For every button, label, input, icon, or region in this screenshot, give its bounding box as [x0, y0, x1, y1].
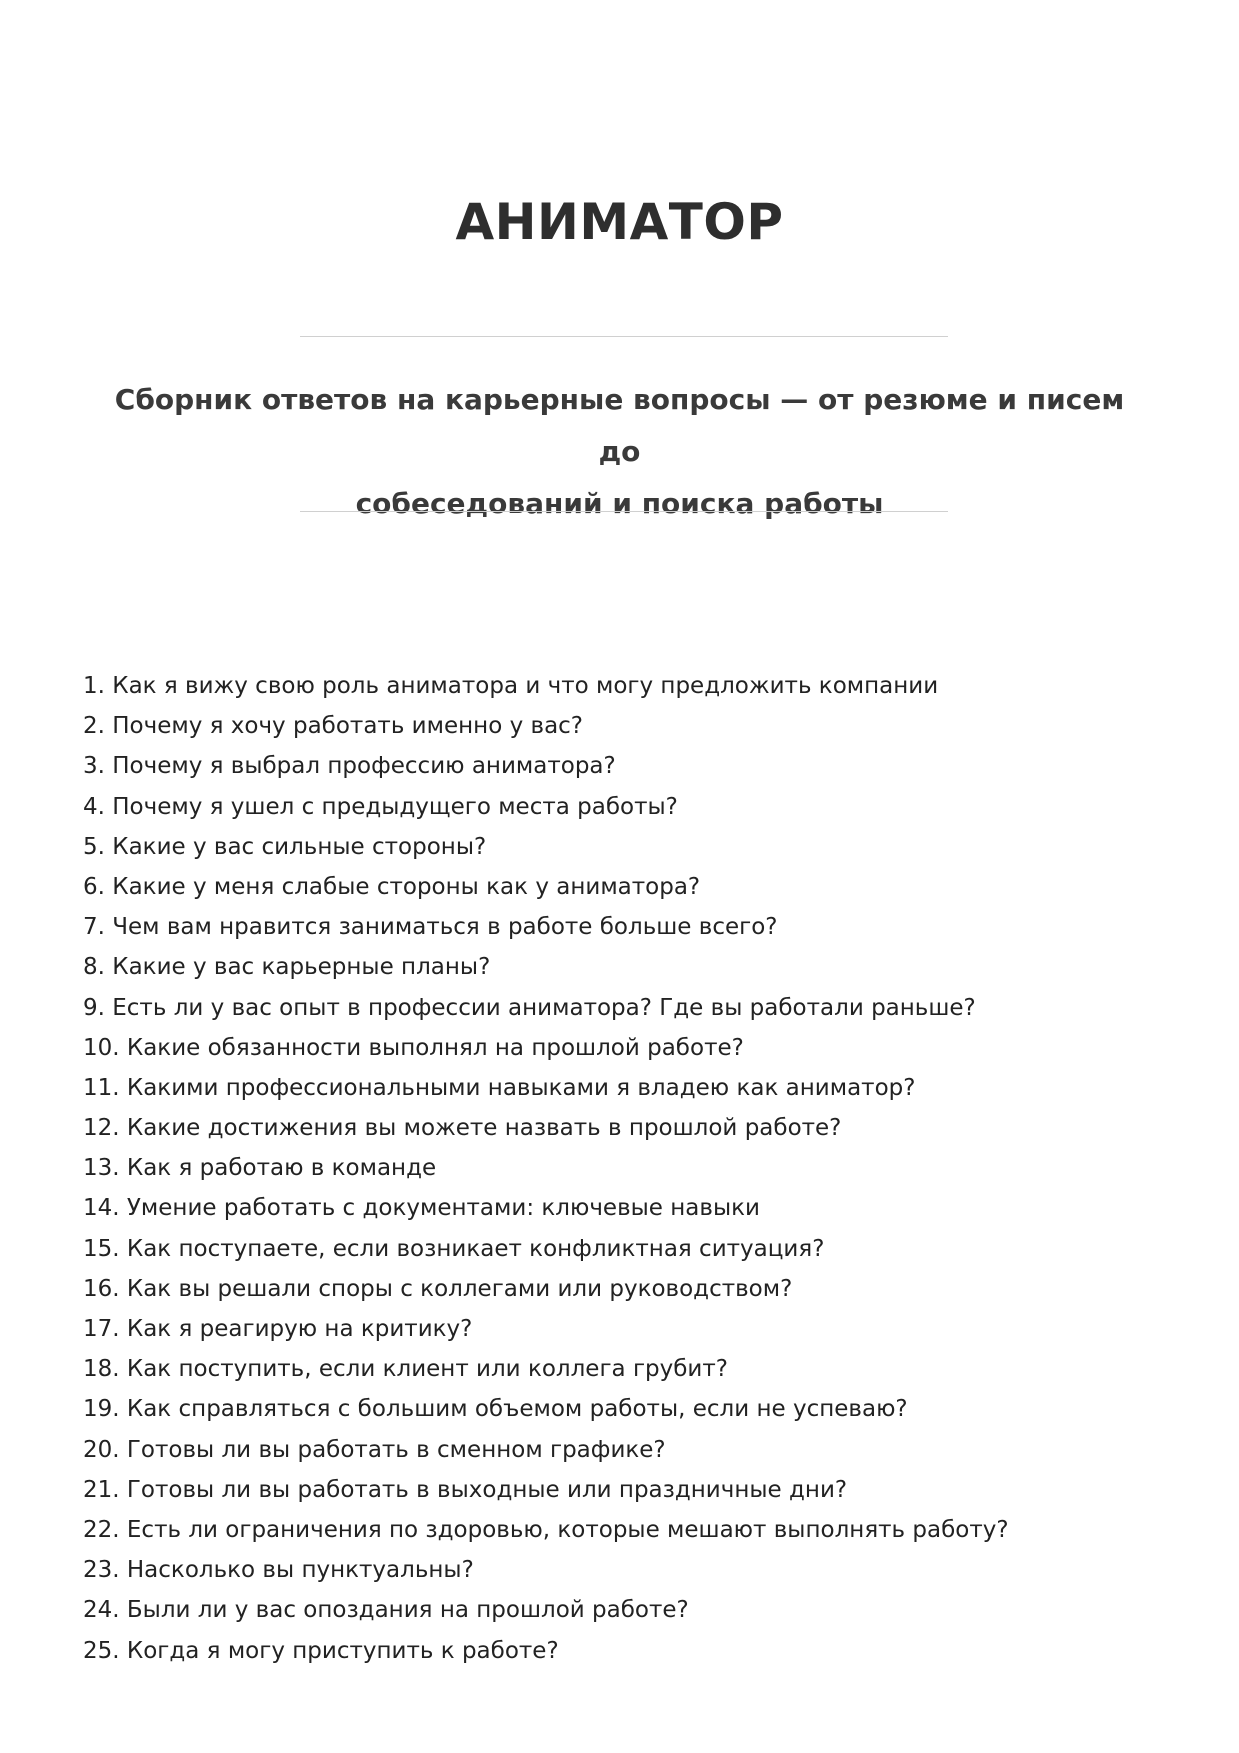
- question-item: 17. Как я реагирую на критику?: [83, 1316, 473, 1342]
- question-item: 11. Какими профессиональными навыками я владею как аниматор?: [83, 1074, 916, 1101]
- question-item: 14. Умение работать с документами: ключевые навыки: [83, 1195, 760, 1222]
- question-item: 24. Были ли у вас опоздания на прошлой работе?: [83, 1597, 689, 1624]
- question-item: 18. Как поступить, если клиент или коллега грубит?: [83, 1356, 728, 1383]
- question-item: 2. Почему я хочу работать именно у вас?: [83, 713, 584, 740]
- subtitle-line-2: собеседований и поиска работы: [355, 487, 884, 520]
- question-item: 10. Какие обязанности выполнял на прошлой работе?: [83, 1034, 744, 1061]
- question-item: 8. Какие у вас карьерные планы?: [83, 954, 491, 981]
- question-item: 25. Когда я могу приступить к работе?: [83, 1637, 559, 1664]
- question-item: 16. Как вы решали споры с коллегами или руководством?: [83, 1275, 793, 1302]
- question-item: 6. Какие у меня слабые стороны как у аниматора?: [83, 873, 701, 900]
- page-subtitle: [110, 374, 1129, 530]
- question-item: 5. Какие у вас сильные стороны?: [83, 833, 487, 860]
- question-item: 20. Готовы ли вы работать в сменном графике?: [83, 1436, 666, 1463]
- question-item: 3. Почему я выбрал профессию аниматора?: [83, 753, 616, 780]
- questions-list: [83, 666, 1163, 1671]
- bottom-divider: [300, 511, 948, 512]
- question-item: 1. Как я вижу свою роль аниматора и что могу предложить компании: [83, 673, 939, 699]
- top-divider: [300, 336, 948, 337]
- question-item: 12. Какие достижения вы можете назвать в прошлой работе?: [83, 1115, 842, 1142]
- question-item: 4. Почему я ушел с предыдущего места работы?: [83, 793, 678, 820]
- question-item: 7. Чем вам нравится заниматься в работе больше всего?: [83, 914, 778, 941]
- question-item: 15. Как поступаете, если возникает конфликтная ситуация?: [83, 1235, 825, 1262]
- question-item: 21. Готовы ли вы работать в выходные или праздничные дни?: [83, 1476, 848, 1503]
- question-item: 23. Насколько вы пунктуальны?: [83, 1557, 474, 1584]
- question-item: 22. Есть ли ограничения по здоровью, которые мешают выполнять работу?: [83, 1516, 1009, 1543]
- page-title: АНИМАТОР: [455, 193, 784, 251]
- question-item: 19. Как справляться с большим объемом работы, если не успеваю?: [83, 1396, 908, 1423]
- subtitle-line-1: Сборник ответов на карьерные вопросы — от резюме и писем до: [114, 383, 1125, 468]
- question-item: 13. Как я работаю в команде: [83, 1155, 437, 1182]
- question-item: 9. Есть ли у вас опыт в профессии аниматора? Где вы работали раньше?: [83, 994, 976, 1021]
